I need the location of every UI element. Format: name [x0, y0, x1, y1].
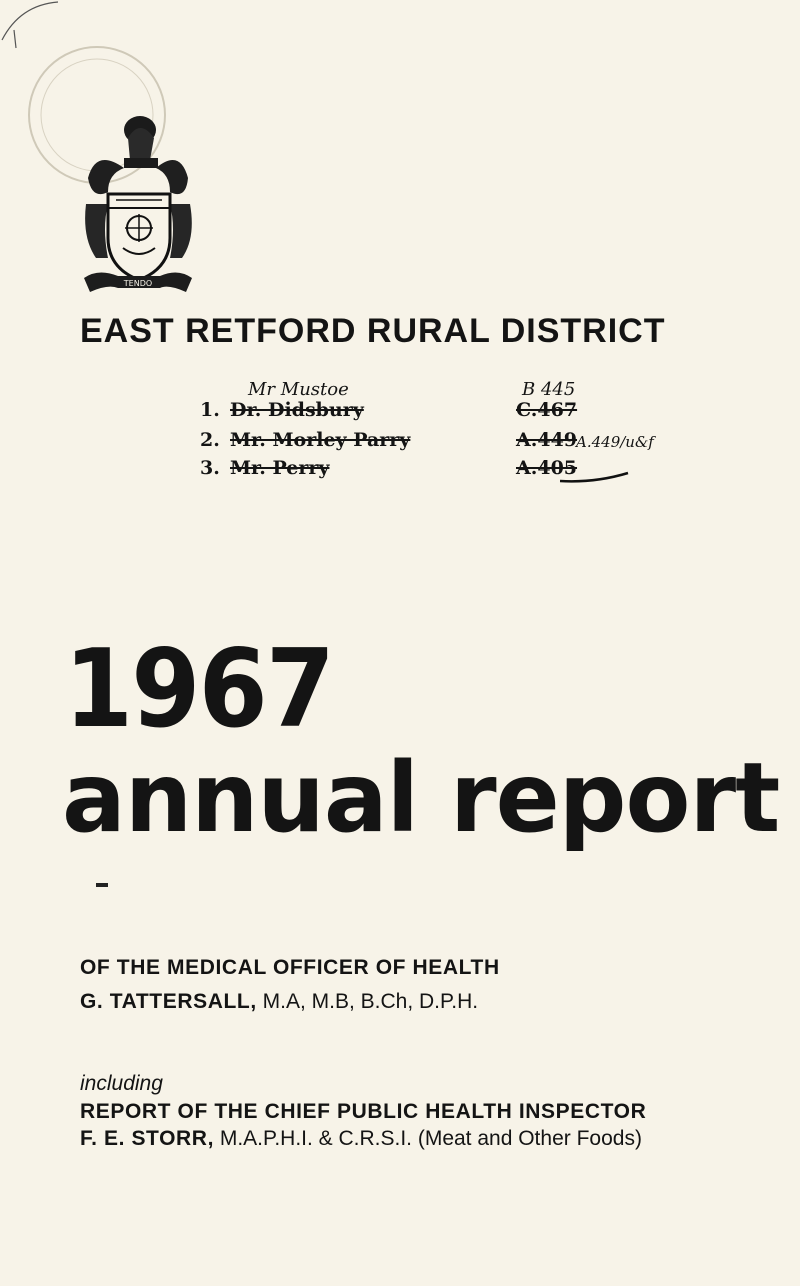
motto-text: TENDO — [123, 279, 153, 288]
row-code: C.467 — [516, 399, 578, 421]
inspector-line — [80, 1127, 642, 1151]
row-number: 2. — [200, 429, 220, 451]
including-label: including — [80, 1072, 163, 1095]
district-title: EAST RETFORD RURAL DISTRICT — [80, 312, 666, 350]
officer-heading: OF THE MEDICAL OFFICER OF HEALTH — [80, 956, 500, 979]
stamp-row — [200, 429, 630, 455]
stamp-row — [200, 399, 630, 425]
officer-line — [80, 990, 478, 1014]
report-year: 1967 — [64, 627, 334, 752]
handwritten-code-note-2: A.449/u&f — [576, 433, 654, 451]
row-name: Mr. Perry — [230, 457, 330, 479]
row-code: A.405 — [516, 457, 578, 479]
officer-qualifications: M.A, M.B, B.Ch, D.P.H. — [262, 990, 479, 1013]
officer-list-stamp — [200, 379, 654, 495]
officer-name: G. TATTERSALL, — [80, 990, 257, 1013]
row-name: Dr. Didsbury — [230, 399, 364, 421]
row-name: Mr. Morley Parry — [230, 429, 411, 451]
row-code: A.449 — [516, 429, 578, 451]
row-number: 3. — [200, 457, 220, 479]
divider-dash — [96, 883, 108, 887]
inspector-heading: REPORT OF THE CHIEF PUBLIC HEALTH INSPECTOR — [80, 1100, 647, 1123]
inspector-name: F. E. STORR, — [80, 1127, 214, 1150]
handwritten-name-note: Mr Mustoe — [248, 379, 349, 400]
pen-stroke — [560, 469, 630, 489]
report-title: annual report — [62, 742, 780, 854]
handwritten-code-note: B 445 — [522, 379, 576, 400]
coat-of-arms-icon — [78, 108, 198, 298]
row-number: 1. — [200, 399, 220, 421]
inspector-qualifications: M.A.P.H.I. & C.R.S.I. (Meat and Other Foods) — [219, 1127, 642, 1150]
